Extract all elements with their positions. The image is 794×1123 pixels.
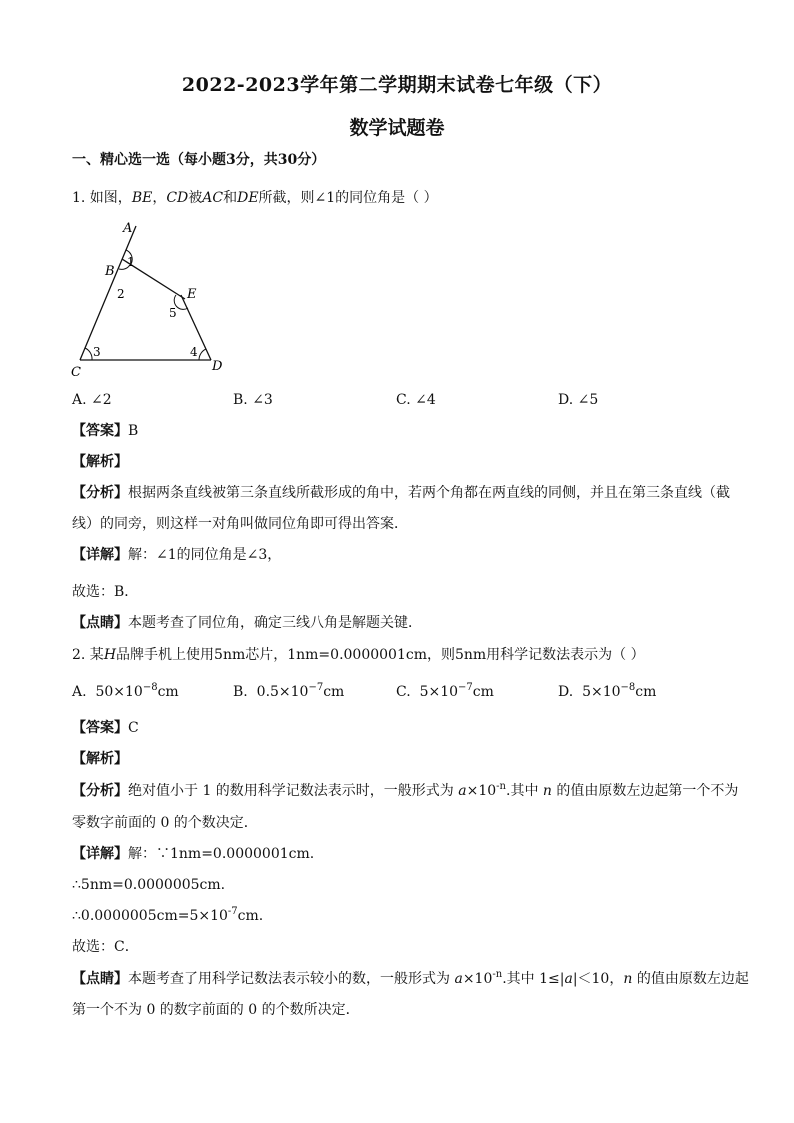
q2-opt-d-unit: cm [635, 684, 657, 700]
q2-fenxi-1f: n [542, 783, 552, 799]
q2-opt-c-exp: −7 [458, 682, 473, 693]
q2-option-a [72, 683, 179, 701]
angle-3-arc [85, 348, 92, 360]
q1-detail-text: 解：∠1的同位角是∠3， [128, 547, 282, 563]
q1-analysis-heading: 【解析】 [72, 454, 128, 470]
q2-opt-c-coef: 5×10 [419, 684, 459, 700]
q2-opt-b-letter: B. [233, 684, 248, 700]
q2-opt-a-unit: cm [157, 684, 179, 700]
q2-dj-1a: 本题考查了用科学记数法表示较小的数，一般形式为 [128, 971, 455, 987]
q1-option-b: B. ∠3 [233, 392, 273, 408]
q2-opt-d-coef: 5×10 [582, 684, 621, 700]
label-angle-5: 5 [169, 306, 177, 320]
q2-option-d [558, 683, 656, 701]
q2-opt-b-coef: 0.5×10 [256, 684, 309, 700]
q2-dianjing-tag: 【点睛】 [72, 971, 128, 987]
q2-fenxi-1b: a [458, 783, 467, 799]
q2-opt-a-exp: −8 [142, 682, 158, 693]
q2-opt-a-coef: 50×10 [95, 684, 143, 700]
label-d: D [212, 359, 223, 374]
q1-detail [72, 546, 281, 564]
q2-fenxi-tag: 【分析】 [72, 783, 128, 799]
q1-stem [72, 189, 438, 207]
q2-answer-tag: 【答案】 [72, 720, 128, 736]
q2-dj-1e: .其中 1≤| [502, 971, 565, 987]
q2-dj-1i: 的值由原数左边起 [632, 971, 749, 987]
q2-opt-d-exp: −8 [620, 682, 636, 693]
q2-stem [72, 646, 645, 664]
label-angle-3: 3 [93, 345, 101, 359]
q1-line-ac: AC [202, 190, 224, 206]
q1-dianjing-tag: 【点睛】 [72, 615, 128, 631]
q2-analysis-heading: 【解析】 [72, 751, 128, 767]
q1-fenxi-line2: 线）的同旁，则这样一对角叫做同位角即可得出答案． [72, 516, 408, 532]
q1-fenxi-text1: 根据两条直线被第三条直线所截形成的角中，若两个角都在两直线的同侧，并且在第三条直线（截 [128, 485, 730, 501]
q1-fenxi-line1 [72, 484, 730, 502]
q1-stem-suffix: 所截，则∠1的同位角是（ ） [258, 190, 438, 206]
q2-detail-3a: ∴0.0000005cm=5×10 [72, 908, 228, 924]
q1-answer-value: B [128, 423, 139, 439]
q1-option-d: D. ∠5 [558, 392, 599, 408]
q2-fenxi-1e: .其中 [506, 783, 543, 799]
q2-dianjing-line2: 第一个不为 0 的数字前面的 0 的个数所决定． [72, 1002, 360, 1018]
label-angle-4: 4 [190, 345, 198, 359]
q1-word-he: 和 [223, 190, 238, 206]
label-c: C [71, 365, 81, 380]
section-heading: 一、精心选一选（每小题3分，共30分） [72, 152, 326, 168]
q2-fenxi-line1 [72, 782, 738, 800]
q2-fenxi-1a: 绝对值小于 1 的数用科学记数法表示时，一般形式为 [128, 783, 459, 799]
q2-opt-b-unit: cm [323, 684, 345, 700]
q2-fenxi-line2: 零数字前面的 0 的个数决定． [72, 815, 258, 831]
q2-brand-h: H [103, 647, 117, 663]
q2-dj-1h: n [623, 971, 633, 987]
q2-stem-a: 2. 某 [72, 647, 104, 663]
q2-opt-c-letter: C. [396, 684, 411, 700]
q2-detail-line2: ∴5nm=0.0000005cm. [72, 877, 226, 893]
q2-detail-tag: 【详解】 [72, 846, 128, 862]
label-angle-1: 1 [127, 255, 135, 269]
q2-dianjing-line1 [72, 970, 749, 988]
q2-fenxi-1c: ×10 [466, 783, 497, 799]
label-a: A [123, 221, 133, 236]
angle-4-arc [199, 349, 206, 360]
q1-answer [72, 422, 138, 440]
q2-fenxi-1d: -n [496, 781, 506, 792]
q2-dj-1b: a [454, 971, 463, 987]
q1-option-c: C. ∠4 [396, 392, 436, 408]
q1-option-a: A. ∠2 [72, 392, 112, 408]
q1-detail-tag: 【详解】 [72, 547, 128, 563]
q2-choose: 故选：C． [72, 939, 139, 955]
q1-dianjing [72, 614, 422, 632]
q2-detail-3c: cm. [237, 908, 264, 924]
label-e: E [187, 287, 197, 302]
q1-choose: 故选：B． [72, 584, 139, 600]
q2-detail-line1 [72, 845, 314, 863]
q2-answer-value: C [128, 720, 139, 736]
q2-dj-1g: |＜10， [572, 971, 624, 987]
q2-dj-1d: -n [492, 969, 503, 980]
page-subtitle: 数学试题卷 [349, 117, 445, 139]
q2-option-c [396, 683, 494, 701]
q2-stem-b: 品牌手机上使用5nm芯片，1nm=0.0000001cm，则5nm用科学记数法表示为（ ） [116, 647, 645, 663]
q1-line-be: BE [131, 190, 153, 206]
q2-opt-a-letter: A. [72, 684, 87, 700]
q1-line-de: DE [237, 190, 259, 206]
q2-detail-3b: -7 [227, 906, 238, 917]
q1-fenxi-tag: 【分析】 [72, 485, 128, 501]
q2-fenxi-1g: 的值由原数左边起第一个不为 [551, 783, 739, 799]
line-ac [80, 226, 136, 360]
label-angle-2: 2 [117, 287, 125, 301]
q1-sep: ， [152, 190, 167, 206]
q2-opt-d-letter: D. [558, 684, 574, 700]
q2-opt-c-unit: cm [472, 684, 494, 700]
q2-detail-1: 解：∵1nm=0.0000001cm. [128, 846, 315, 862]
label-b: B [105, 264, 115, 279]
q1-line-cd: CD [166, 190, 189, 206]
q1-word-bei: 被 [188, 190, 203, 206]
q1-stem-prefix: 1. 如图， [72, 190, 132, 206]
page-title: 2022-2023学年第二学期期末试卷七年级（下） [181, 74, 613, 96]
q2-dj-1c: ×10 [462, 971, 493, 987]
q2-answer [72, 719, 139, 737]
q2-dj-1f: a [564, 971, 573, 987]
q2-detail-line3 [72, 907, 263, 925]
q1-answer-tag: 【答案】 [72, 423, 128, 439]
q2-opt-b-exp: −7 [308, 682, 324, 693]
q2-option-b [233, 683, 344, 701]
q1-geometry-figure [64, 218, 234, 380]
q1-dianjing-text: 本题考查了同位角，确定三线八角是解题关键． [128, 615, 422, 631]
